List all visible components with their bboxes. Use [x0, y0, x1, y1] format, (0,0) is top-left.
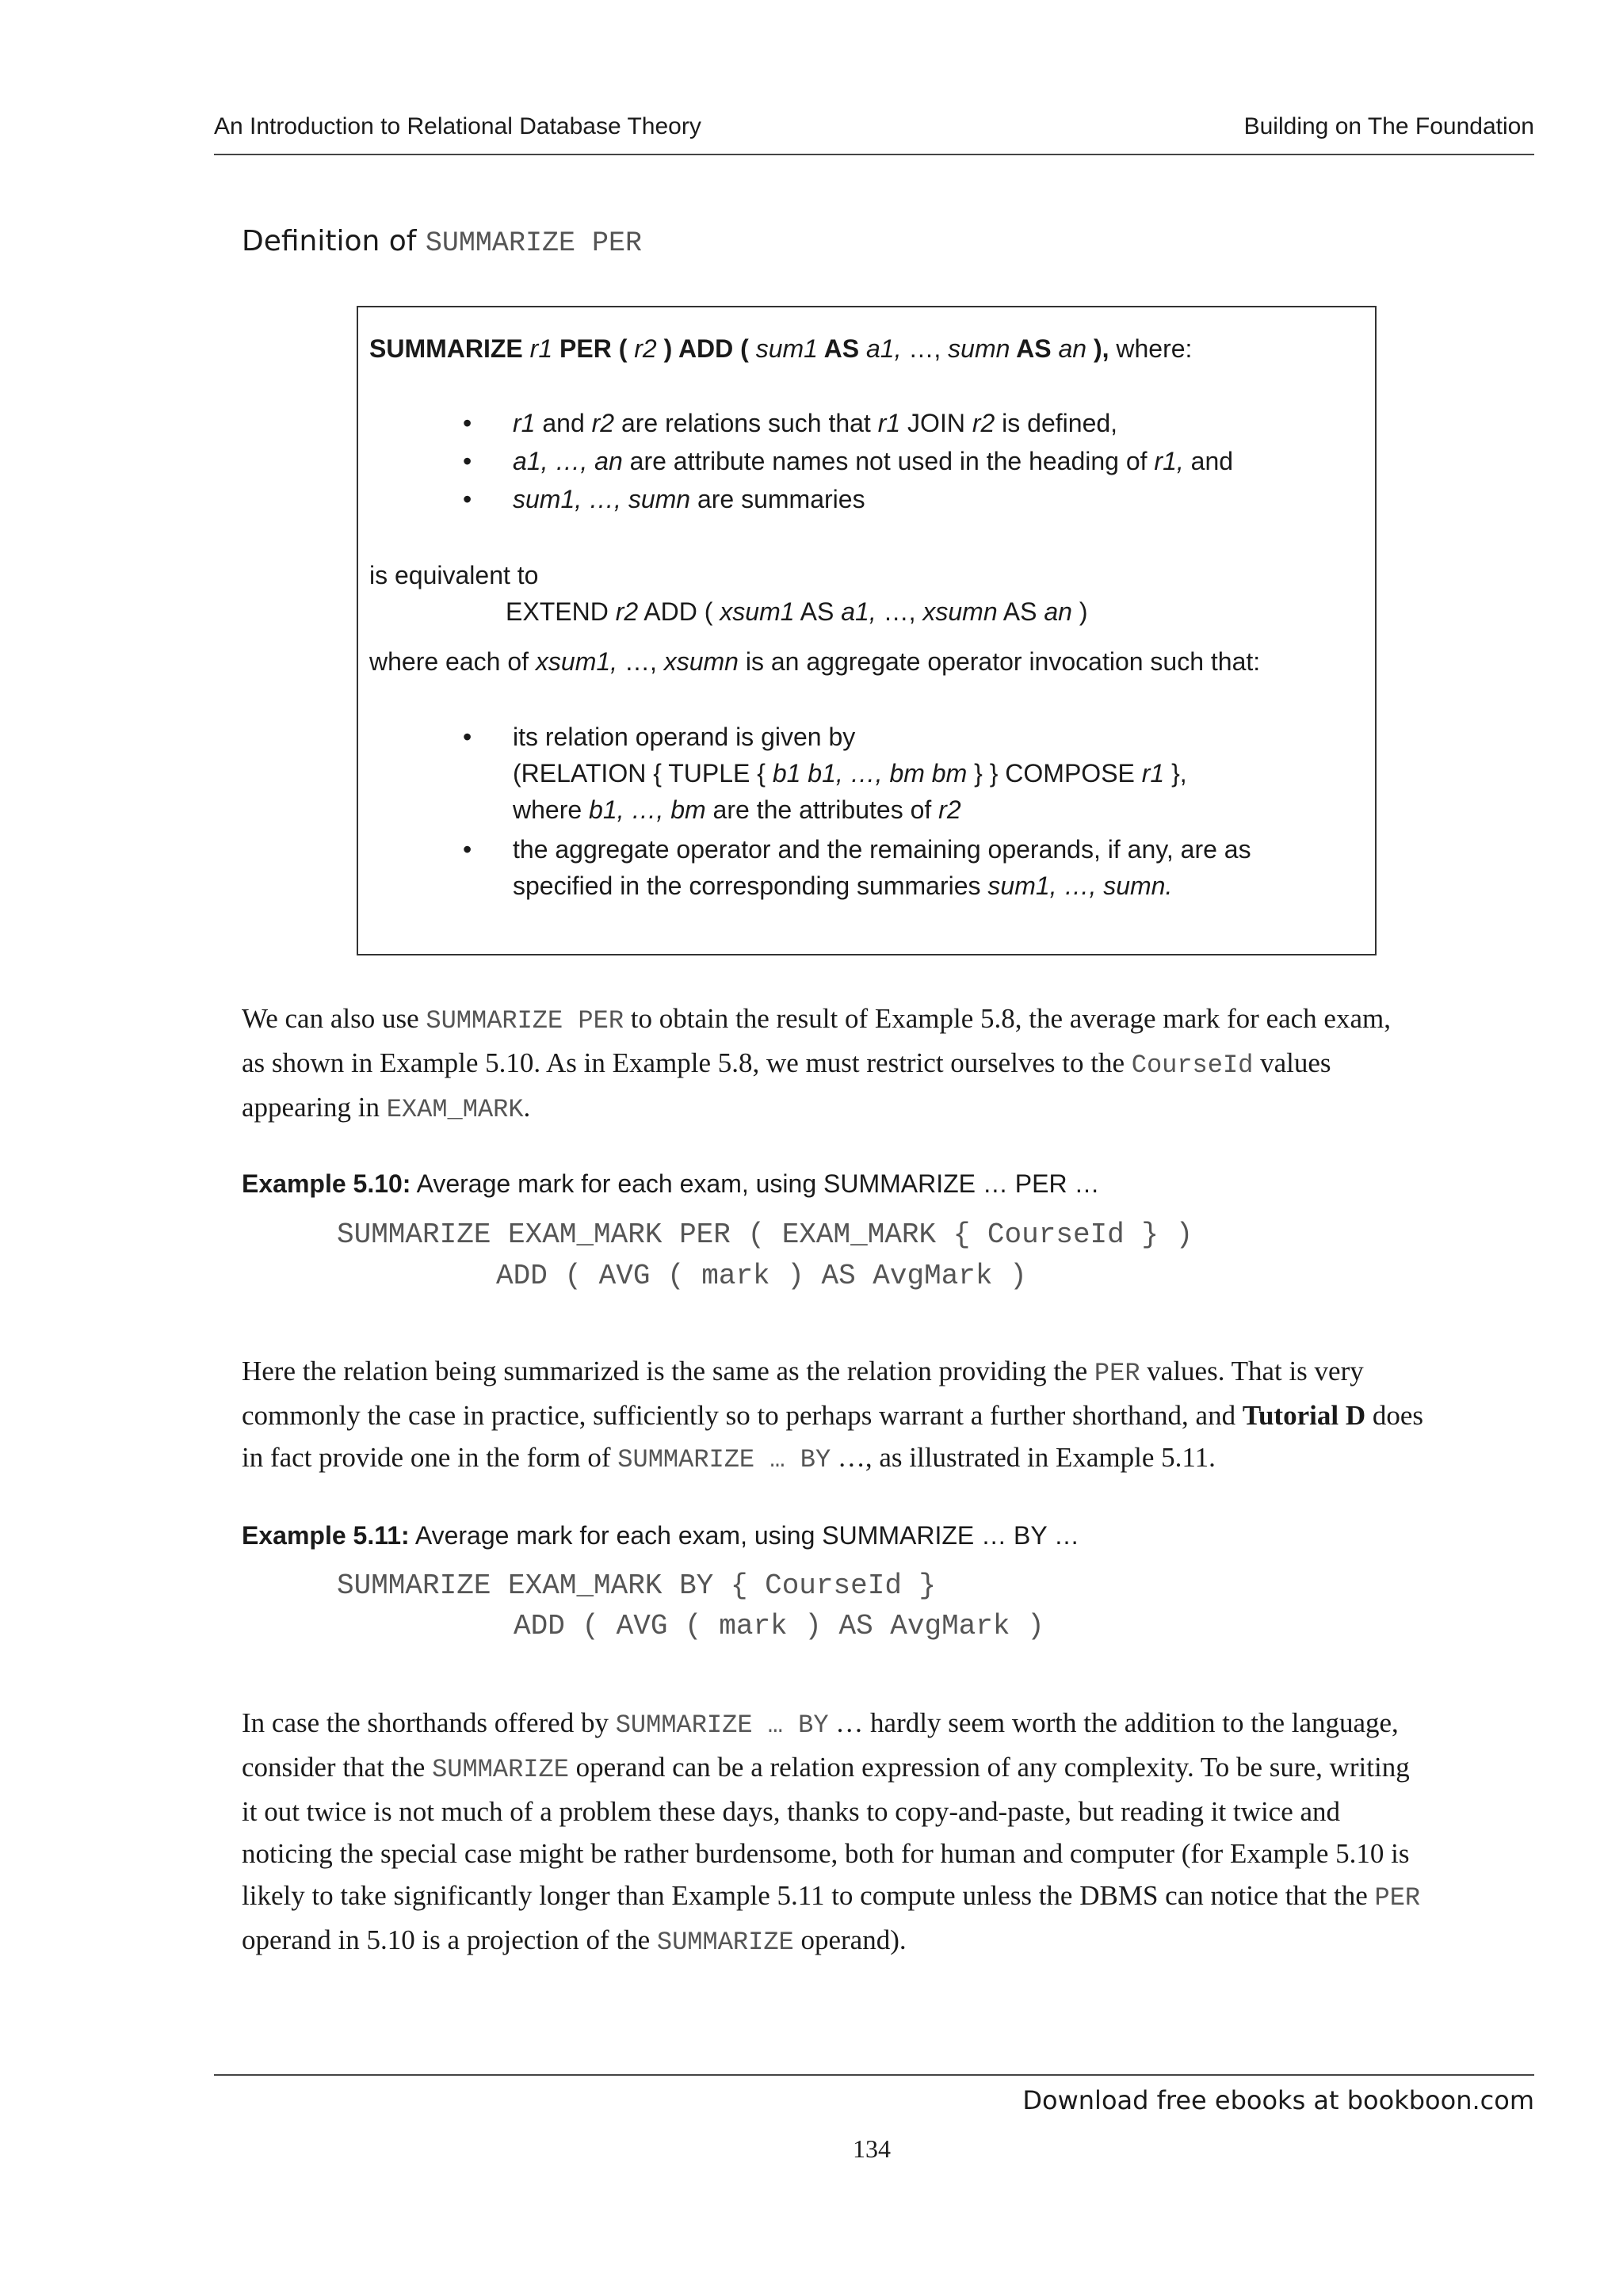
- example-label: Example 5.10:: [242, 1169, 411, 1198]
- example-label: Example 5.11:: [242, 1521, 410, 1550]
- italic-run: r1: [529, 334, 553, 363]
- text-run: its relation operand is given by: [513, 723, 856, 751]
- text-run: } } COMPOSE: [967, 759, 1142, 788]
- bold-run: AS: [1010, 334, 1059, 363]
- text-run: AS: [794, 597, 842, 626]
- bullet-relation-operand-l2: [513, 759, 1187, 788]
- code-line: SUMMARIZE EXAM_MARK PER ( EXAM_MARK { CourseId } ): [337, 1219, 1193, 1251]
- italic-run: r2: [938, 795, 961, 824]
- text-run: …,: [901, 334, 949, 363]
- text-line: [242, 1919, 1541, 1963]
- italic-run: sumn: [948, 334, 1010, 363]
- text-run: .: [523, 1092, 531, 1123]
- text-run: appearing in: [242, 1092, 387, 1123]
- text-line: [242, 1702, 1541, 1746]
- equivalent-label: is equivalent to: [369, 561, 539, 589]
- bullet-icon: •: [463, 447, 472, 475]
- inline-code: PER: [1374, 1883, 1421, 1913]
- text-run: operand in 5.10 is a projection of the: [242, 1924, 657, 1955]
- text-run: the aggregate operator and the remaining operands, if any, are as: [513, 835, 1251, 864]
- text-run: are relations such that: [614, 409, 878, 437]
- section-title-code: SUMMARIZE PER: [425, 227, 642, 259]
- text-run: and: [535, 409, 592, 437]
- text-run: Here the relation being summarized is the same as the relation providing the: [242, 1356, 1094, 1386]
- text-line: [242, 1350, 1541, 1394]
- italic-run: r1: [1141, 759, 1165, 788]
- text-run: is an aggregate operator invocation such that:: [738, 647, 1261, 676]
- condition-relations: [513, 409, 1117, 438]
- text-run: We can also use: [242, 1003, 426, 1034]
- inline-code: EXAM_MARK: [386, 1095, 524, 1124]
- inline-code: SUMMARIZE PER: [426, 1006, 624, 1035]
- paragraph-shorthand: [242, 1350, 1541, 1481]
- bullet-icon: •: [463, 409, 472, 437]
- footer-divider: [214, 2074, 1534, 2076]
- bullet-icon: •: [463, 835, 472, 864]
- condition-summaries: [513, 485, 865, 514]
- italic-run: xsum1: [720, 597, 795, 626]
- text-run: JOIN: [900, 409, 972, 437]
- bullet-aggregate-l2: [513, 871, 1172, 901]
- inline-code: SUMMARIZE … BY: [615, 1711, 829, 1740]
- text-run: ADD (: [638, 597, 720, 626]
- text-run: operand).: [793, 1924, 907, 1955]
- italic-run: b1, …, bm: [589, 795, 706, 824]
- text-run: is defined,: [995, 409, 1118, 437]
- text-run: does: [1365, 1400, 1423, 1431]
- text-run: and: [1183, 447, 1234, 475]
- text-line: [242, 1086, 1541, 1131]
- where-clause: [369, 647, 1260, 677]
- download-link[interactable]: Download free ebooks at bookboon.com: [1022, 2085, 1534, 2115]
- italic-run: r1,: [1154, 447, 1184, 475]
- page-number: 134: [853, 2134, 891, 2163]
- text-run: (RELATION { TUPLE {: [513, 759, 773, 788]
- italic-run: sum1: [755, 334, 818, 363]
- text-run: AS: [997, 597, 1044, 626]
- italic-run: an: [1044, 597, 1072, 626]
- italic-run: sum1, …, sumn: [513, 485, 691, 513]
- italic-run: xsumn: [922, 597, 998, 626]
- text-line: [242, 1042, 1541, 1086]
- text-run: where:: [1109, 334, 1193, 363]
- text-run: …,: [617, 647, 664, 676]
- example-5-11-caption: [242, 1521, 1079, 1550]
- italic-run: xsum1,: [535, 647, 618, 676]
- text-run: EXTEND: [506, 597, 616, 626]
- inline-code: SUMMARIZE: [656, 1928, 794, 1957]
- text-line: [242, 997, 1541, 1042]
- inline-code: PER: [1094, 1359, 1140, 1388]
- text-run: …, as illustrated in Example 5.11.: [831, 1442, 1216, 1473]
- italic-run: a1,: [866, 334, 902, 363]
- italic-run: r2: [615, 597, 639, 626]
- text-line: [242, 1746, 1541, 1791]
- italic-run: r2: [634, 334, 657, 363]
- text-run: commonly the case in practice, sufficiently so to perhaps warrant a further shorthand, and: [242, 1400, 1243, 1431]
- header-divider: [214, 154, 1534, 155]
- extend-expression: [506, 597, 1087, 627]
- bold-run: AS: [817, 334, 866, 363]
- italic-run: r2: [591, 409, 615, 437]
- condition-attributes: [513, 447, 1233, 476]
- text-run: to obtain the result of Example 5.8, the average mark for each exam,: [624, 1003, 1391, 1034]
- text-run: where each of: [369, 647, 536, 676]
- text-run: as shown in Example 5.10. As in Example 5.8, we must restrict ourselves to the: [242, 1047, 1132, 1078]
- text-run: likely to take significantly longer than Example 5.11 to compute unless the DBMS can notice that the: [242, 1880, 1375, 1911]
- text-run: where: [513, 795, 590, 824]
- bold-run: ),: [1086, 334, 1109, 363]
- example-5-10-caption: [242, 1169, 1099, 1199]
- italic-run: a1, …, an: [513, 447, 623, 475]
- bullet-icon: •: [463, 723, 472, 751]
- chapter-title: Building on The Foundation: [1243, 113, 1534, 139]
- inline-code: SUMMARIZE … BY: [617, 1445, 831, 1474]
- paragraph-discussion: [242, 1702, 1541, 1963]
- example-caption-text: Average mark for each exam, using SUMMARIZE … BY …: [414, 1521, 1080, 1550]
- bullet-icon: •: [463, 485, 472, 513]
- bullet-relation-operand-l1: [513, 723, 855, 752]
- bold-run: ) ADD (: [656, 334, 756, 363]
- text-run: ): [1071, 597, 1088, 626]
- text-line: [242, 1875, 1541, 1919]
- bold-run: PER (: [552, 334, 635, 363]
- italic-run: r1: [877, 409, 901, 437]
- text-run: are summaries: [690, 485, 865, 513]
- text-run: are the attributes of: [705, 795, 939, 824]
- italic-run: an: [1058, 334, 1087, 363]
- bold-run: SUMMARIZE: [369, 334, 530, 363]
- text-line: [242, 1436, 1541, 1481]
- code-line: SUMMARIZE EXAM_MARK BY { CourseId }: [337, 1569, 937, 1602]
- code-line: ADD ( AVG ( mark ) AS AvgMark ): [514, 1610, 1044, 1642]
- text-line: [242, 1833, 1541, 1875]
- section-title-prefix: Definition of: [242, 225, 417, 257]
- inline-code: CourseId: [1131, 1051, 1254, 1080]
- bullet-aggregate-l1: [513, 835, 1251, 864]
- book-title: An Introduction to Relational Database Theory: [214, 113, 701, 139]
- text-run: in fact provide one in the form of: [242, 1442, 618, 1473]
- definition-syntax: [369, 334, 1192, 364]
- text-run: consider that the: [242, 1752, 433, 1783]
- text-run: specified in the corresponding summaries: [513, 871, 988, 900]
- text-run: are attribute names not used in the heading of: [622, 447, 1155, 475]
- text-line: [242, 1791, 1541, 1833]
- paragraph-intro: [242, 997, 1541, 1131]
- text-run: In case the shorthands offered by: [242, 1707, 616, 1738]
- text-run: values: [1253, 1047, 1331, 1078]
- text-run: values. That is very: [1140, 1356, 1364, 1386]
- inline-code: SUMMARIZE: [432, 1755, 569, 1784]
- italic-run: r1: [513, 409, 536, 437]
- italic-run: r2: [972, 409, 995, 437]
- italic-run: a1,: [841, 597, 876, 626]
- example-caption-text: Average mark for each exam, using SUMMARIZE … PER …: [416, 1169, 1100, 1198]
- italic-run: b1 b1, …, bm bm: [772, 759, 968, 788]
- bullet-relation-operand-l3: [513, 795, 961, 825]
- text-run: it out twice is not much of a problem these days, thanks to copy-and-paste, but reading it twice and: [242, 1796, 1341, 1827]
- text-run: },: [1164, 759, 1187, 788]
- text-run: … hardly seem worth the addition to the language,: [828, 1707, 1399, 1738]
- text-run: operand can be a relation expression of any complexity. To be sure, writing: [568, 1752, 1410, 1783]
- text-run: …,: [876, 597, 923, 626]
- italic-run: sum1, …, sumn.: [987, 871, 1173, 900]
- text-run: noticing the special case might be rather burdensome, both for human and computer (for Example 5.10 is: [242, 1838, 1410, 1869]
- text-line: [242, 1394, 1541, 1436]
- bold-run: Tutorial D: [1242, 1400, 1366, 1431]
- section-title: [242, 225, 642, 259]
- italic-run: xsumn: [663, 647, 739, 676]
- code-line: ADD ( AVG ( mark ) AS AvgMark ): [496, 1260, 1027, 1292]
